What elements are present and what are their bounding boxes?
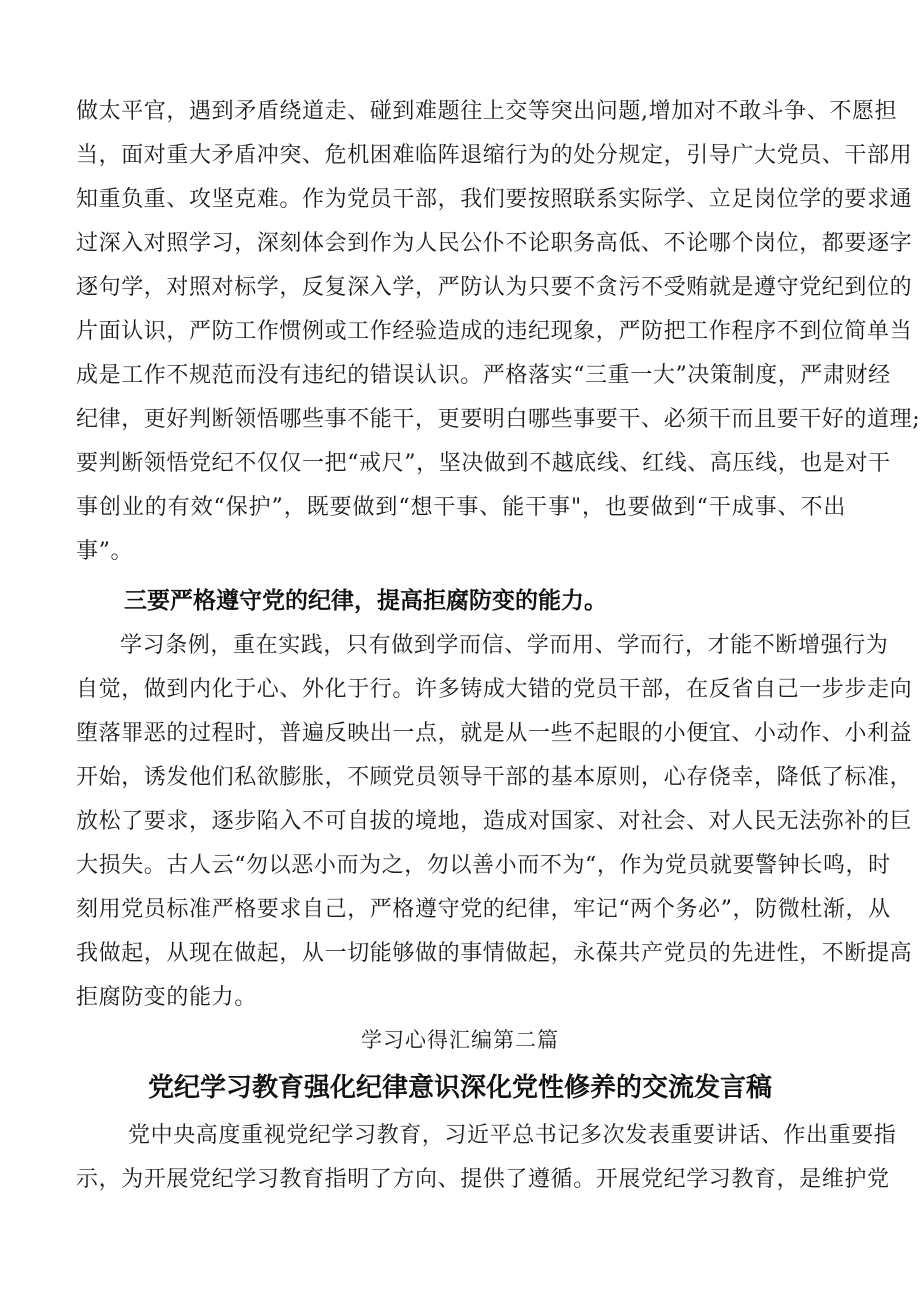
paragraph-line: 当，面对重大矛盾冲突、危机困难临阵退缩行为的处分规定，引导广大党员、干部用 [76,143,913,168]
paragraph-line: 刻用党员标准严格要求自己，严格遵守党的纪律，牢记“两个务必”，防微杜渐，从 [76,897,891,922]
paragraph-line: 做太平官，遇到矛盾绕道走、碰到难题往上交等突出问题,增加对不敢斗争、不愿担 [76,99,898,124]
paragraph-line: 自觉，做到内化于心、外化于行。许多铸成大错的党员干部，在反省自己一步步走向 [76,677,913,702]
paragraph-line: 堕落罪恶的过程时，普遍反映出一点，就是从一些不起眼的小便宜、小动作、小利益 [76,721,913,746]
paragraph-line: 学习条例，重在实践，只有做到学而信、学而用、学而行，才能不断增强行为 [120,633,889,658]
paragraph-line: 放松了要求，逐步陷入不可自拔的境地，造成对国家、对社会、对人民无法弥补的巨 [76,809,913,834]
paragraph-line: 示，为开展党纪学习教育指明了方向、提供了遵循。开展党纪学习教育，是维护党 [76,1167,890,1192]
paragraph-line: 纪律，更好判断领悟哪些事不能干，更要明白哪些事要干、必须干而且要干好的道理; [76,407,920,432]
paragraph-line: 开始，诱发他们私欲膨胀，不顾党员领导干部的基本原则，心存侥幸，降低了标准， [76,765,913,790]
paragraph-line: 我做起，从现在做起，从一切能够做的事情做起，永葆共产党员的先进性，不断提高 [76,941,913,966]
paragraph-line: 事”。 [76,539,134,564]
paragraph-line: 党中央高度重视党纪学习教育，习近平总书记多次发表重要讲话、作出重要指 [128,1123,897,1148]
paragraph-line: 拒腐防变的能力。 [76,985,257,1010]
document-subtitle: 学习心得汇编第二篇 [361,1028,559,1052]
paragraph-line: 要判断领悟党纪不仅仅一把“戒尺”，坚决做到不越底线、红线、高压线，也是对干 [76,451,891,476]
paragraph-line: 过深入对照学习，深刻体会到作为人民公仆不论职务高低、不论哪个岗位，都要逐字 [76,231,913,256]
paragraph-line: 片面认识，严防工作惯例或工作经验造成的违纪现象，严防把工作程序不到位简单当 [76,319,913,344]
paragraph-line: 成是工作不规范而没有违纪的错误认识。严格落实“三重一大”决策制度，严肃财经 [76,363,891,388]
paragraph-line: 大损失。古人云“勿以恶小而为之，勿以善小而不为“，作为党员就要警钟长鸣，时 [76,853,891,878]
paragraph-line: 知重负重、攻坚克难。作为党员干部，我们要按照联系实际学、立足岗位学的要求通 [76,187,913,212]
paragraph-line: 逐句学，对照对标学，反复深入学，严防认为只要不贪污不受贿就是遵守党纪到位的 [76,275,913,300]
document-title: 党纪学习教育强化纪律意识深化党性修养的交流发言稿 [147,1073,772,1103]
section-heading: 三要严格遵守党的纪律，提高拒腐防变的能力。 [124,588,607,614]
paragraph-line: 事创业的有效“保护”，既要做到“想干事、能干事"，也要做到“干成事、不出 [76,495,846,520]
